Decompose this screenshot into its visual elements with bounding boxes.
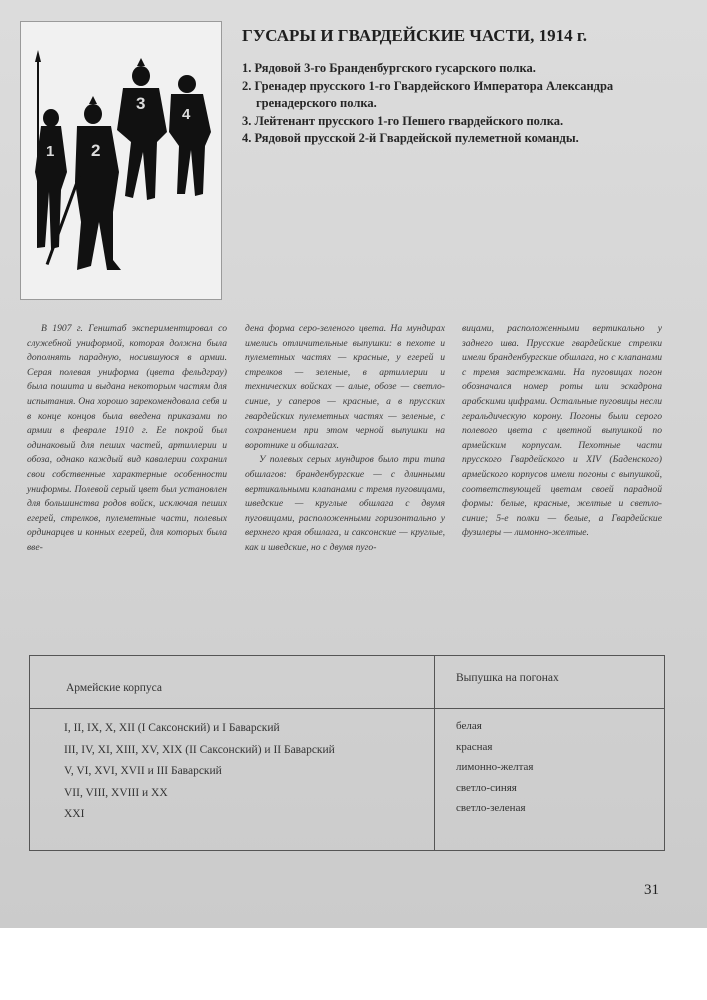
- caption-item: 3. Лейтенант прусского 1-го Пешего гвардейского полка.: [242, 113, 564, 128]
- page-number: 31: [644, 882, 659, 898]
- table-cell: красная: [456, 740, 493, 753]
- table-cell: лимонно-желтая: [456, 761, 534, 773]
- body-column-1: [27, 322, 227, 556]
- body-paragraph: вицами, расположенными вертикально у заднего шва. Прусские гвардейские стрелки имели бранденбургские обшлага, но с клапанами с тремя застрежками. На пуговицах погон обозначался номер роты или эскадрона арабскими цифрами. Остальные пуговицы несли геральдическую корону. Погоны были серого полевого цвета с цветной выпушкой по армейским корпусам. Пехотные части прусского Гвардейского и XIV (Баденского) армейского корпусов имели погоны с выпушкой, соответствующей цветам своей парадной формы: белые, красные, желтые и светло-синие; 5-е полки — белые, а Гвардейские фузилеры — лимонно-желтые.: [462, 323, 662, 539]
- corps-piping-table: [29, 655, 665, 851]
- table-piping-list: [456, 716, 533, 819]
- table-header-corps: Армейские корпуса: [66, 682, 162, 694]
- body-paragraph: У полевых серых мундиров было три типа обшлагов: бранденбургские — с длинными вертикальными клапанами с тремя пуговицами, шведские — круглые обшлага с двумя пуговицами, расположенными горизонтально у верхнего края обшлага, и саксонские — круглые, как и шведские, но с двумя пуго-: [245, 454, 445, 553]
- caption-item: 4. Рядовой прусской 2-й Гвардейской пулеметной команды.: [242, 131, 579, 145]
- table-cell: светло-синяя: [456, 781, 517, 794]
- body-paragraph: В 1907 г. Генштаб экспериментировал со служебной униформой, которая должна была дополнять парадную, носившуюся в армии. Серая полевая униформа (цвета фельдграу) была пошита и выдана некоторым частям для испытания. Она хорошо зарекомендовала себя и в конце концов была введена приказами по армии в феврале 1910 г. Ее покрой был одинаковый для пеших частей, артиллерии и обоза, однако каждый вид кавалерии сохранил свои собственные характерные особенности униформы. Полевой серый цвет был установлен для большинства родов войск, исключая пеших егерей, стрелков, пулеметные части, полевых ординарцев и конных егерей, для которых была вве-: [27, 323, 227, 553]
- caption-item: 2. Гренадер прусского 1-го Гвардейского Императора Александра гренадерского полка.: [242, 78, 614, 110]
- body-column-3: [462, 322, 662, 541]
- table-corps-list: [64, 718, 335, 826]
- illustration-plate: [20, 21, 222, 300]
- body-paragraph: дена форма серо-зеленого цвета. На мундирах имелись отличительные выпушки: в пехоте и пулеметных частях — красные, у егерей и стрелков — зеленые, в артиллерии и технических войсках — алые, обозе — светло-синие, у саперов — красные, а в прусских гвардейских пулеметных частях — зеленые, с сохранением при этом черной выпушки на воротнике и обшлагах.: [245, 323, 445, 451]
- table-divider-vertical: [434, 656, 435, 850]
- plate-captions: [242, 60, 682, 148]
- table-row: XXI: [64, 808, 85, 820]
- body-column-2: [245, 322, 445, 556]
- table-divider-horizontal: [30, 708, 664, 709]
- figure-number-3: 3: [136, 94, 146, 113]
- table-cell: светло-зеленая: [456, 802, 526, 814]
- caption-item: 1. Рядовой 3-го Бранденбургского гусарского полка.: [242, 61, 536, 75]
- figure-number-2: 2: [91, 141, 101, 160]
- table-row: I, II, IX, X, XII (I Саксонский) и I Баварский: [64, 722, 280, 734]
- table-row: VII, VIII, XVIII и XX: [64, 786, 168, 799]
- figure-number-1: 1: [46, 143, 55, 160]
- figure-number-4: 4: [182, 106, 191, 123]
- soldier-silhouettes-image: [21, 22, 221, 299]
- table-row: III, IV, XI, XIII, XV, XIX (II Саксонский) и II Баварский: [64, 743, 335, 756]
- table-header-piping: Выпушка на погонах: [456, 672, 559, 684]
- plate-title: ГУСАРЫ И ГВАРДЕЙСКИЕ ЧАСТИ, 1914 г.: [242, 26, 587, 45]
- table-row: V, VI, XVI, XVII и III Баварский: [64, 765, 222, 777]
- table-cell: белая: [456, 720, 482, 732]
